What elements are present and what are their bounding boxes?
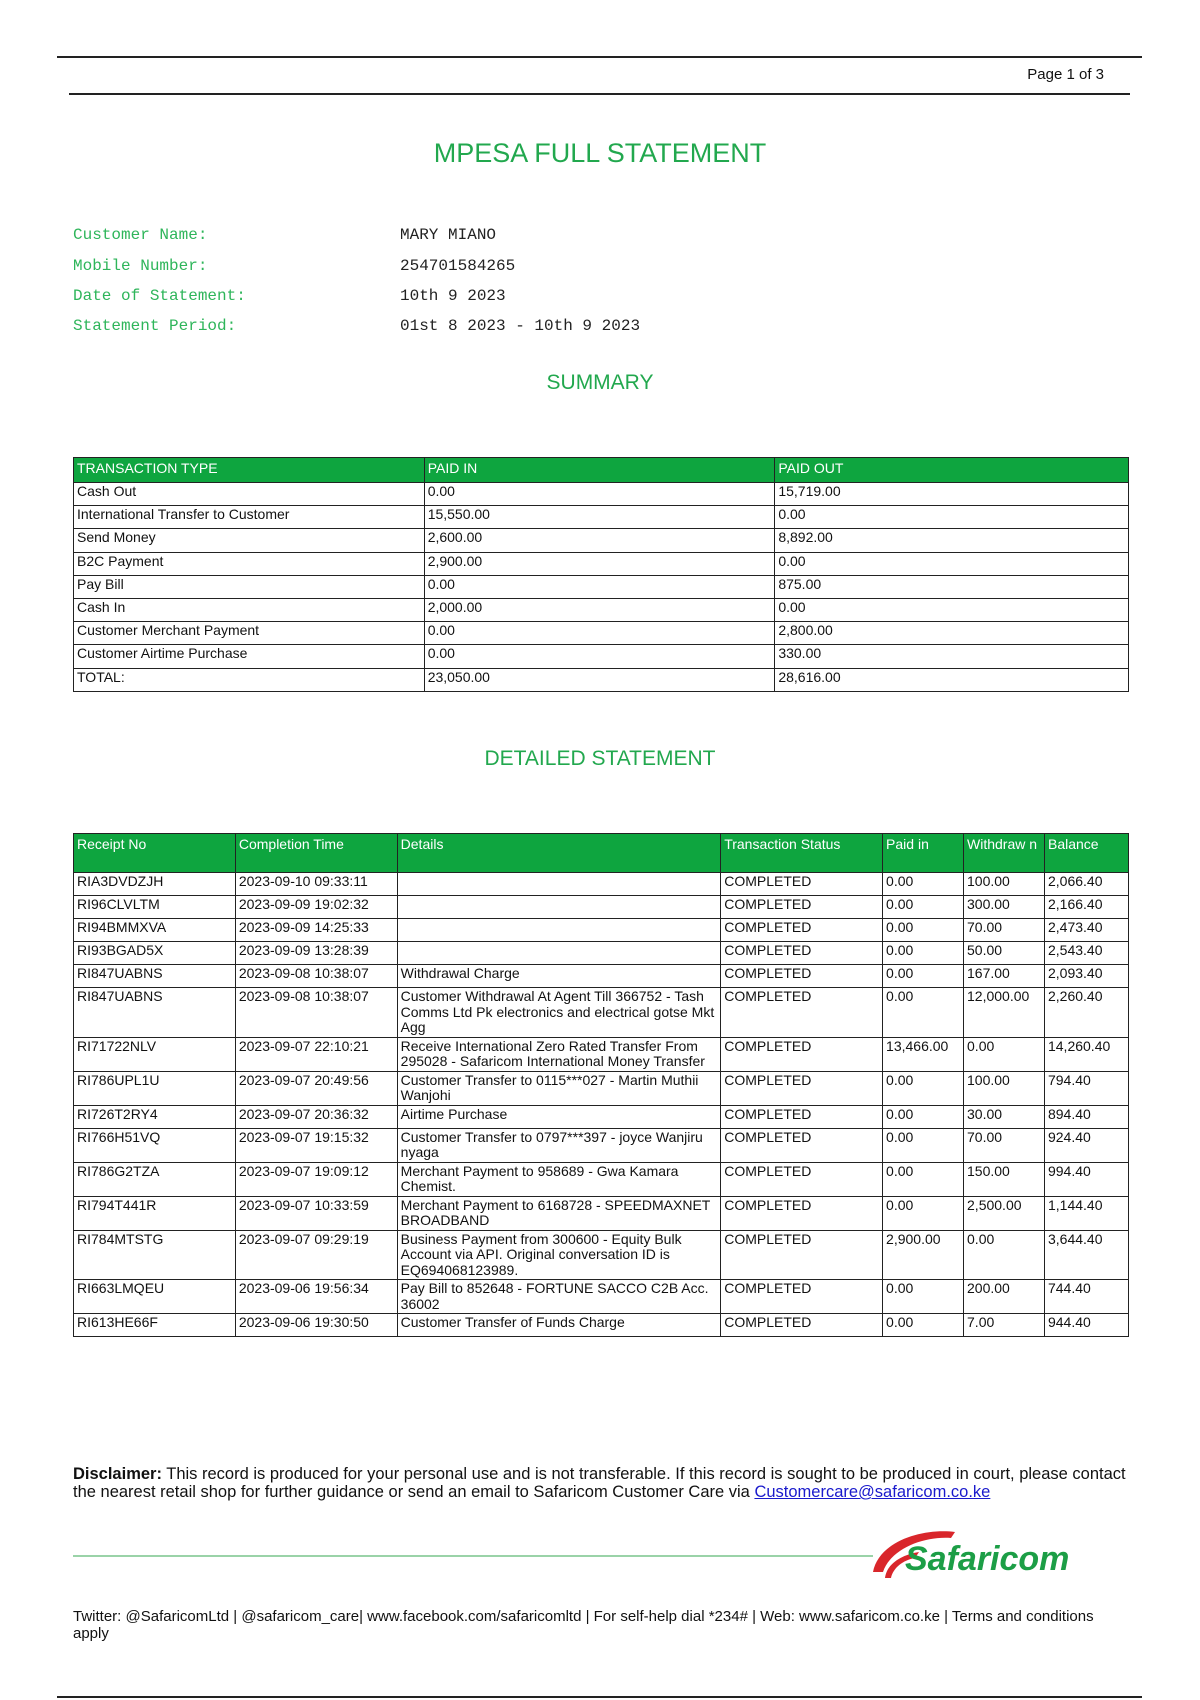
summary-cell: 8,892.00 [775,529,1129,552]
detailed-col-header: Balance [1044,834,1128,873]
summary-cell: TOTAL: [74,668,425,691]
detailed-cell: Merchant Payment to 958689 - Gwa Kamara Chemist. [397,1162,721,1196]
detailed-cell: RI847UABNS [74,988,236,1038]
detailed-cell [397,942,721,965]
statement-period-row [73,311,640,341]
detailed-row [74,873,1129,896]
detailed-cell: 3,644.40 [1044,1230,1128,1280]
detailed-cell: 1,144.40 [1044,1196,1128,1230]
detailed-cell: COMPLETED [721,896,883,919]
detailed-cell: 2,473.40 [1044,919,1128,942]
detailed-cell: RI847UABNS [74,965,236,988]
summary-cell: 28,616.00 [775,668,1129,691]
detailed-cell: 2023-09-06 19:30:50 [235,1314,397,1337]
detailed-cell: 7.00 [964,1314,1045,1337]
detailed-col-header: Withdraw n [964,834,1045,873]
summary-cell: B2C Payment [74,552,425,575]
detailed-cell: 200.00 [964,1280,1045,1314]
detailed-cell: COMPLETED [721,1128,883,1162]
customer-name: MARY MIANO [400,226,497,245]
statement-period: 01st 8 2023 - 10th 9 2023 [400,317,641,336]
detailed-cell: Pay Bill to 852648 - FORTUNE SACCO C2B Acc. 36002 [397,1280,721,1314]
detailed-cell: Customer Transfer of Funds Charge [397,1314,721,1337]
top-rule [57,56,1142,58]
detailed-cell: COMPLETED [721,965,883,988]
detailed-cell: 2023-09-07 09:29:19 [235,1230,397,1280]
detailed-cell: RI613HE66F [74,1314,236,1337]
detailed-cell: 0.00 [883,873,964,896]
summary-cell: Customer Airtime Purchase [74,645,425,668]
detailed-cell: 2023-09-07 19:09:12 [235,1162,397,1196]
detailed-cell: RIA3DVDZJH [74,873,236,896]
detailed-cell: 14,260.40 [1044,1037,1128,1071]
detailed-row [74,1162,1129,1196]
statement-date-row [73,281,640,311]
summary-cell: 0.00 [775,552,1129,575]
detailed-cell: RI94BMMXVA [74,919,236,942]
summary-row [74,645,1129,668]
footer-text: Twitter: @SafaricomLtd | @safaricom_care| www.facebook.com/safaricomltd | For self-help dial *234# | Web: www.safaricom.co.ke | Terms and conditions apply [73,1608,1094,1642]
detailed-cell: 2023-09-07 10:33:59 [235,1196,397,1230]
detailed-cell: 924.40 [1044,1128,1128,1162]
summary-heading: SUMMARY [546,371,654,394]
detailed-col-header: Transaction Status [721,834,883,873]
detailed-cell: 150.00 [964,1162,1045,1196]
detailed-row [74,1196,1129,1230]
detailed-cell: 0.00 [883,1162,964,1196]
detailed-cell: RI96CLVLTM [74,896,236,919]
detailed-cell: RI726T2RY4 [74,1105,236,1128]
detailed-cell: 2023-09-07 22:10:21 [235,1037,397,1071]
detailed-row [74,1128,1129,1162]
customer-care-email-link[interactable]: Customercare@safaricom.co.ke [754,1483,991,1501]
detailed-cell: 0.00 [883,1071,964,1105]
summary-cell: Customer Merchant Payment [74,622,425,645]
summary-cell: 0.00 [424,483,775,506]
detailed-row [74,919,1129,942]
summary-cell: 0.00 [775,506,1129,529]
detailed-row [74,1314,1129,1337]
detailed-cell: 0.00 [883,988,964,1038]
summary-body [74,483,1129,692]
summary-col-header: PAID IN [424,458,775,483]
detailed-cell: 30.00 [964,1105,1045,1128]
summary-row [74,506,1129,529]
detailed-cell: 2023-09-07 19:15:32 [235,1128,397,1162]
detailed-cell: COMPLETED [721,1314,883,1337]
summary-row [74,668,1129,691]
detailed-cell: COMPLETED [721,1071,883,1105]
summary-cell: 0.00 [424,575,775,598]
summary-row [74,598,1129,621]
summary-row [74,483,1129,506]
detailed-row [74,988,1129,1038]
detailed-cell: RI786G2TZA [74,1162,236,1196]
detailed-cell: COMPLETED [721,919,883,942]
detailed-cell: 0.00 [883,942,964,965]
summary-cell: 330.00 [775,645,1129,668]
summary-cell: 0.00 [775,598,1129,621]
detailed-row [74,1280,1129,1314]
detailed-row [74,1071,1129,1105]
detailed-cell: 100.00 [964,873,1045,896]
detailed-cell: Withdrawal Charge [397,965,721,988]
statement-date-label: Date of Statement: [73,286,246,305]
summary-row [74,529,1129,552]
page-number: Page 1 of 3 [1027,66,1104,83]
disclaimer [73,1465,1133,1501]
summary-cell: 15,550.00 [424,506,775,529]
summary-table [73,457,1129,692]
detailed-cell: 300.00 [964,896,1045,919]
detailed-cell: Business Payment from 300600 - Equity Bulk Account via API. Original conversation ID is EQ694068123989. [397,1230,721,1280]
detailed-col-header: Receipt No [74,834,236,873]
disclaimer-text: This record is produced for your personal use and is not transferable. If this record is sought to be produced in court, please contact the nearest retail shop for further guidance or send an email to Safaricom Customer Care via [73,1465,1126,1501]
detailed-row [74,896,1129,919]
detailed-cell: 0.00 [883,1314,964,1337]
detailed-cell [397,919,721,942]
summary-cell: International Transfer to Customer [74,506,425,529]
customer-name-row [73,220,640,250]
detailed-row [74,1037,1129,1071]
detailed-cell: 0.00 [964,1037,1045,1071]
summary-cell: 0.00 [424,645,775,668]
summary-cell: 2,900.00 [424,552,775,575]
summary-cell: Cash Out [74,483,425,506]
detailed-cell: 70.00 [964,919,1045,942]
detailed-statement-heading: DETAILED STATEMENT [484,747,716,770]
detailed-cell: 794.40 [1044,1071,1128,1105]
detailed-cell: 2023-09-07 20:49:56 [235,1071,397,1105]
detailed-cell: 2,066.40 [1044,873,1128,896]
header-rule [69,93,1130,95]
detailed-cell: Customer Transfer to 0797***397 - joyce Wanjiru nyaga [397,1128,721,1162]
detailed-cell: COMPLETED [721,873,883,896]
summary-row [74,575,1129,598]
summary-col-header: PAID OUT [775,458,1129,483]
summary-cell: 2,800.00 [775,622,1129,645]
detailed-cell [397,873,721,896]
detailed-cell: 0.00 [883,919,964,942]
detailed-col-header: Details [397,834,721,873]
detailed-cell: 2,166.40 [1044,896,1128,919]
statement-date: 10th 9 2023 [400,286,506,305]
detailed-cell: COMPLETED [721,1162,883,1196]
detailed-body [74,873,1129,1337]
mobile-number-label: Mobile Number: [73,256,208,275]
detailed-cell: 2023-09-07 20:36:32 [235,1105,397,1128]
detailed-cell: 944.40 [1044,1314,1128,1337]
summary-cell: 875.00 [775,575,1129,598]
detailed-cell: RI71722NLV [74,1037,236,1071]
detailed-cell: 100.00 [964,1071,1045,1105]
detailed-cell: 12,000.00 [964,988,1045,1038]
detailed-col-header: Paid in [883,834,964,873]
mobile-number-row [73,250,640,280]
detailed-cell: 0.00 [883,896,964,919]
detailed-cell: 894.40 [1044,1105,1128,1128]
detailed-header-row [74,834,1129,873]
detailed-cell: 2023-09-09 13:28:39 [235,942,397,965]
detailed-row [74,1105,1129,1128]
summary-cell: 2,600.00 [424,529,775,552]
mobile-number: 254701584265 [400,256,516,275]
detailed-cell: 744.40 [1044,1280,1128,1314]
detailed-cell: COMPLETED [721,1280,883,1314]
detailed-cell: Merchant Payment to 6168728 - SPEEDMAXNET BROADBAND [397,1196,721,1230]
summary-header-row [74,458,1129,483]
detailed-row [74,942,1129,965]
detailed-cell: 0.00 [883,965,964,988]
summary-cell: 23,050.00 [424,668,775,691]
detailed-cell: 2,900.00 [883,1230,964,1280]
detailed-cell: 0.00 [883,1105,964,1128]
detailed-cell: Receive International Zero Rated Transfer From 295028 - Safaricom International Money Transfer [397,1037,721,1071]
detailed-cell: 0.00 [964,1230,1045,1280]
detailed-row [74,1230,1129,1280]
detailed-cell: COMPLETED [721,1196,883,1230]
detailed-cell: RI784MTSTG [74,1230,236,1280]
detailed-cell: COMPLETED [721,988,883,1038]
detailed-cell: 167.00 [964,965,1045,988]
customer-name-label: Customer Name: [73,226,208,245]
detailed-cell: 50.00 [964,942,1045,965]
detailed-cell: RI93BGAD5X [74,942,236,965]
detailed-cell: 2023-09-09 19:02:32 [235,896,397,919]
detailed-cell: 0.00 [883,1196,964,1230]
summary-cell: 2,000.00 [424,598,775,621]
summary-row [74,552,1129,575]
logo-wordmark: Safaricom [905,1540,1070,1578]
detailed-cell: Customer Withdrawal At Agent Till 366752 - Tash Comms Ltd Pk electronics and electrical gotse Mkt Agg [397,988,721,1038]
detailed-cell: 0.00 [883,1280,964,1314]
detailed-cell: RI663LMQEU [74,1280,236,1314]
statement-title: MPESA FULL STATEMENT [433,138,767,168]
detailed-cell [397,896,721,919]
detailed-cell: 2023-09-06 19:56:34 [235,1280,397,1314]
detailed-cell: RI786UPL1U [74,1071,236,1105]
statement-period-label: Statement Period: [73,317,237,336]
detailed-cell: 2,260.40 [1044,988,1128,1038]
detailed-cell: RI794T441R [74,1196,236,1230]
detailed-cell: COMPLETED [721,1105,883,1128]
detailed-cell: Customer Transfer to 0115***027 - Martin Muthii Wanjohi [397,1071,721,1105]
summary-cell: Cash In [74,598,425,621]
detailed-cell: COMPLETED [721,1230,883,1280]
summary-col-header: TRANSACTION TYPE [74,458,425,483]
detailed-cell: 70.00 [964,1128,1045,1162]
detailed-cell: 13,466.00 [883,1037,964,1071]
detailed-cell: 2,543.40 [1044,942,1128,965]
detailed-cell: 2023-09-08 10:38:07 [235,965,397,988]
detailed-cell: 2,500.00 [964,1196,1045,1230]
detailed-cell: COMPLETED [721,1037,883,1071]
detailed-cell: 2,093.40 [1044,965,1128,988]
detailed-col-header: Completion Time [235,834,397,873]
disclaimer-label: Disclaimer: [73,1465,162,1483]
summary-cell: 0.00 [424,622,775,645]
detailed-cell: 0.00 [883,1128,964,1162]
detailed-cell: COMPLETED [721,942,883,965]
summary-cell: Send Money [74,529,425,552]
bottom-rule [57,1696,1142,1698]
detailed-cell: RI766H51VQ [74,1128,236,1162]
summary-cell: Pay Bill [74,575,425,598]
detailed-cell: 2023-09-08 10:38:07 [235,988,397,1038]
detailed-row [74,965,1129,988]
detailed-statement-table [73,833,1129,1337]
safaricom-logo [855,1522,1135,1586]
detailed-cell: 2023-09-10 09:33:11 [235,873,397,896]
detailed-cell: 994.40 [1044,1162,1128,1196]
customer-info [73,220,640,342]
summary-cell: 15,719.00 [775,483,1129,506]
detailed-cell: Airtime Purchase [397,1105,721,1128]
summary-row [74,622,1129,645]
footer-green-rule [73,1555,873,1557]
detailed-cell: 2023-09-09 14:25:33 [235,919,397,942]
